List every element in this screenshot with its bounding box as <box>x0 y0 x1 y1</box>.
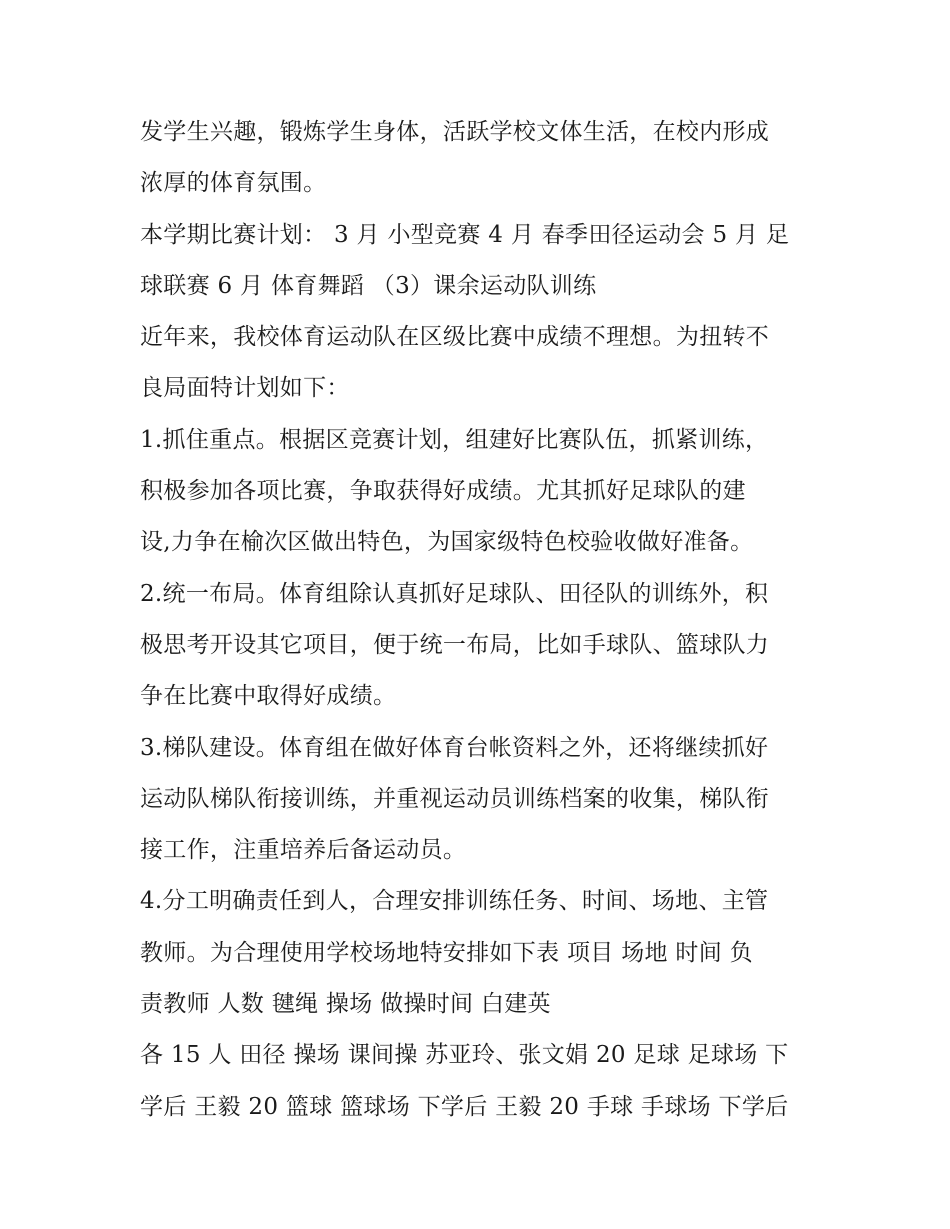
text-line: 3.梯队建设。体育组在做好体育台帐资料之外，还将继续抓好 <box>140 734 769 761</box>
text-line: 2.统一布局。体育组除认真抓好足球队、田径队的训练外，积 <box>140 580 769 607</box>
text-line: 发学生兴趣，锻炼学生身体，活跃学校文体生活，在校内形成 <box>140 119 770 145</box>
text-line: 运动队梯队衔接训练，并重视运动员训练档案的收集，梯队衔 <box>140 785 770 812</box>
text-line: 责教师 人数 毽绳 操场 做操时间 白建英 <box>140 991 551 1018</box>
text-line: 1.抓住重点。根据区竞赛计划，组建好比赛队伍，抓紧训练， <box>140 426 769 453</box>
text-line: 极思考开设其它项目，便于统一布局，比如手球队、篮球队力 <box>140 631 770 658</box>
text-line: 各 15 人 田径 操场 课间操 苏亚玲、张文娟 20 足球 足球场 下 <box>140 1042 789 1069</box>
text-line: 4.分工明确责任到人，合理安排训练任务、时间、场地、主管 <box>140 888 769 915</box>
text-line: 设,力争在榆次区做出特色，为国家级特色校验收做好准备。 <box>140 529 754 556</box>
text-line: 本学期比赛计划： 3 月 小型竞赛 4 月 春季田径运动会 5 月 足 <box>140 221 790 248</box>
text-line: 浓厚的体育氛围。 <box>140 170 327 197</box>
text-line: 学后 王毅 20 篮球 篮球场 下学后 王毅 20 手球 手球场 下学后 <box>140 1093 789 1120</box>
body-text <box>140 107 820 1133</box>
text-line: 球联赛 6 月 体育舞蹈 （3）课余运动队训练 <box>140 272 597 299</box>
text-line: 良局面特计划如下： <box>140 375 350 402</box>
text-line: 接工作，注重培养后备运动员。 <box>140 837 467 864</box>
text-line: 争在比赛中取得好成绩。 <box>140 683 397 710</box>
text-line: 近年来，我校体育运动队在区级比赛中成绩不理想。为扭转不 <box>140 324 770 351</box>
text-line: 教师。为合理使用学校场地特安排如下表 项目 场地 时间 负 <box>140 939 753 966</box>
text-line: 积极参加各项比赛，争取获得好成绩。尤其抓好足球队的建 <box>140 478 746 505</box>
